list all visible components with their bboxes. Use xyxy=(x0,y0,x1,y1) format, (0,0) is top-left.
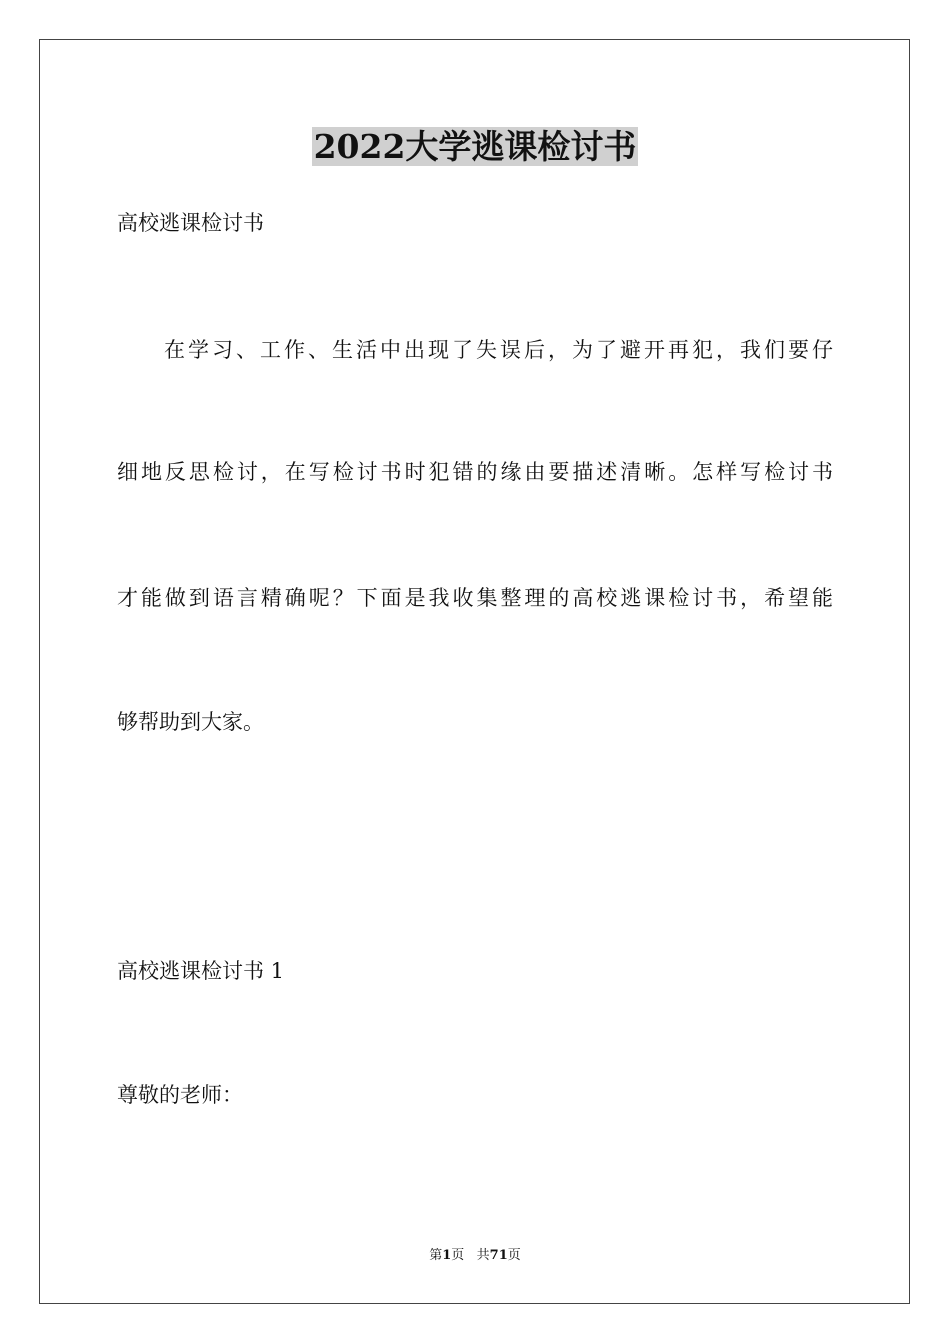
footer-page-prefix: 第 xyxy=(429,1248,443,1263)
footer-page-mid: 页 共 xyxy=(451,1248,490,1263)
intro-line-2: 细地反思检讨，在写检讨书时犯错的缘由要描述清晰。怎样写检讨书 xyxy=(117,460,833,484)
intro-line-1: 在学习、工作、生活中出现了失误后，为了避开再犯，我们要仔 xyxy=(164,338,833,362)
footer-page-suffix: 页 xyxy=(507,1248,521,1263)
intro-line-3: 才能做到语言精确呢？下面是我收集整理的高校逃课检讨书，希望能 xyxy=(117,586,833,610)
section-heading: 高校逃课检讨书 1 xyxy=(117,959,285,983)
footer-page-number: 1 xyxy=(442,1248,452,1263)
footer-total-pages: 71 xyxy=(489,1248,508,1263)
document-subtitle: 高校逃课检讨书 xyxy=(117,211,264,235)
page-footer xyxy=(0,1247,950,1265)
document-title-text: 2022大学逃课检讨书 xyxy=(313,127,637,166)
salutation: 尊敬的老师： xyxy=(117,1083,243,1107)
document-title xyxy=(0,126,950,168)
intro-line-4: 够帮助到大家。 xyxy=(117,710,264,734)
